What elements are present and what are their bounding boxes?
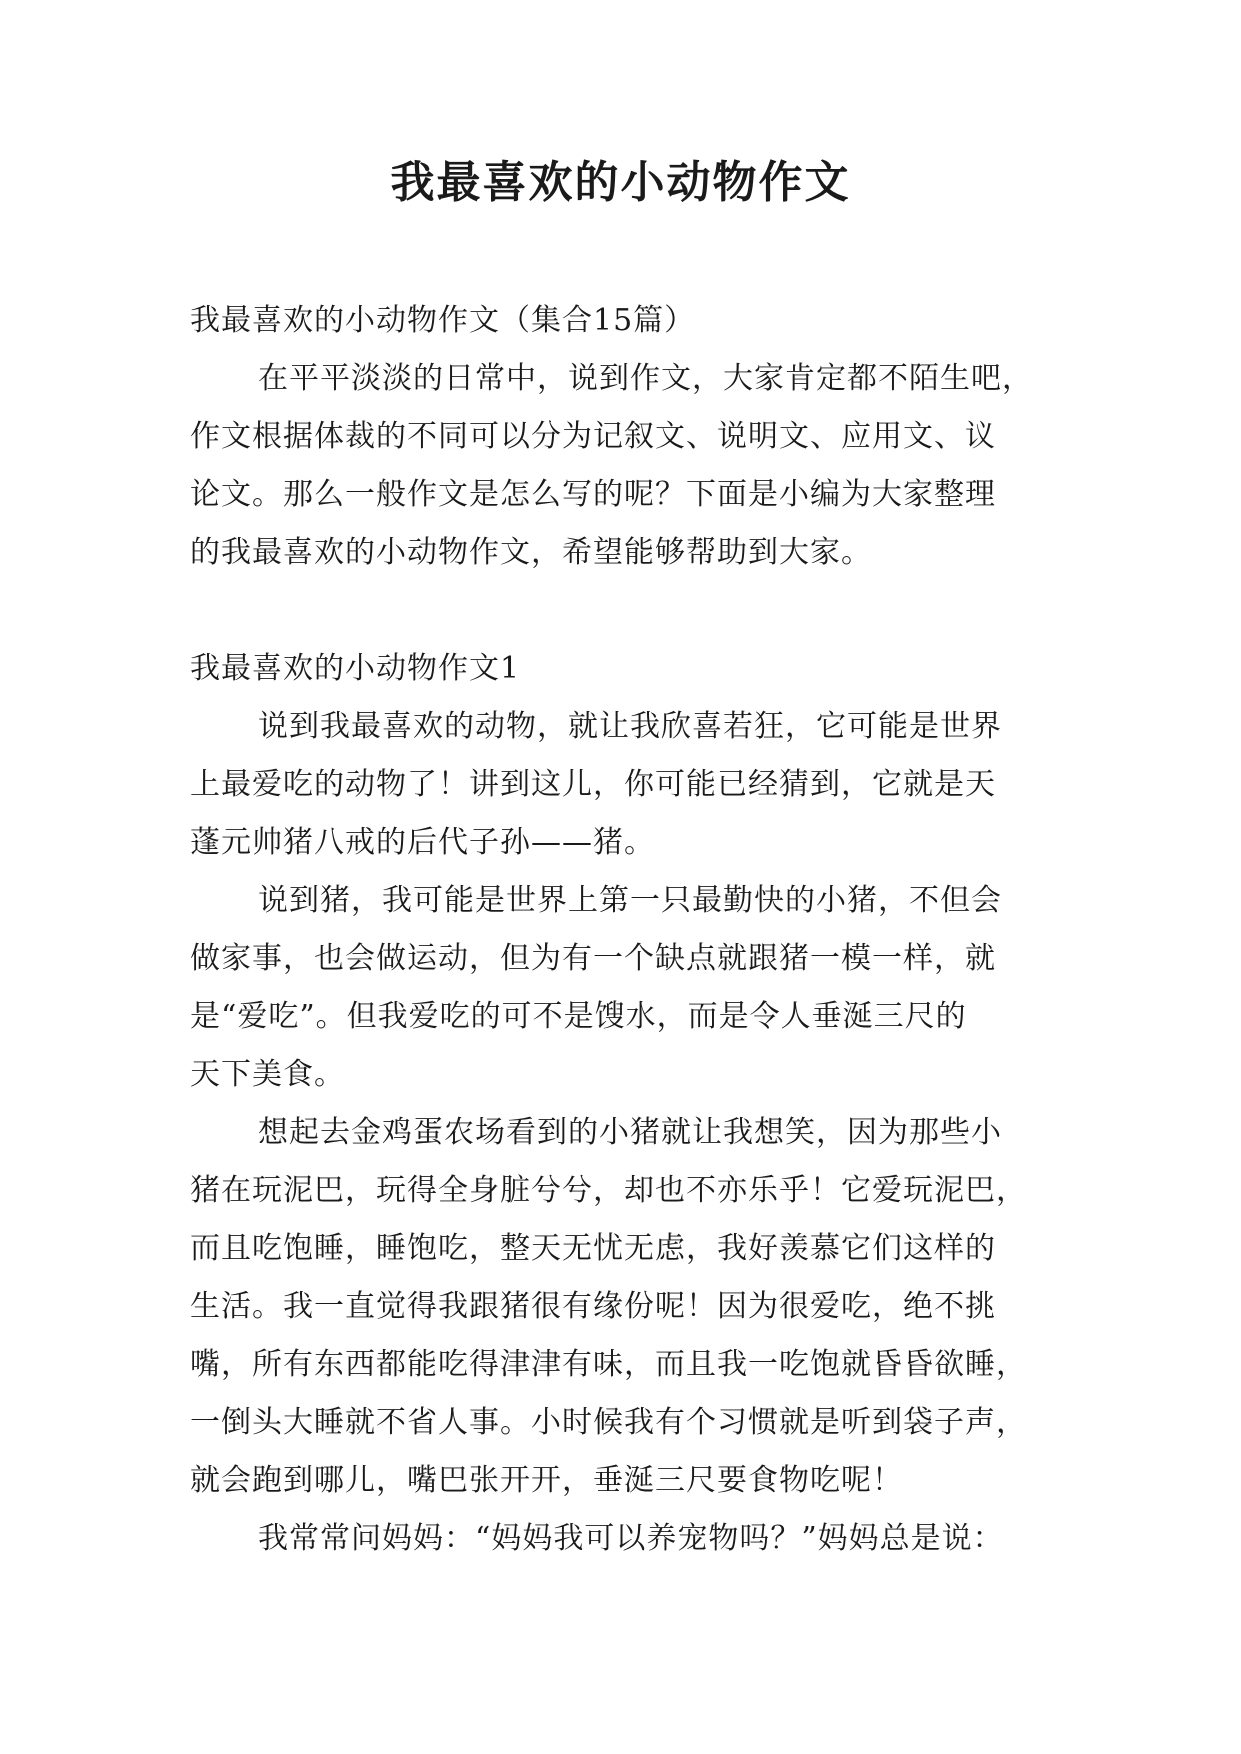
paragraph-line: 天下美食。 [190, 1057, 345, 1092]
intro-line: 论文。那么一般作文是怎么写的呢？下面是小编为大家整理 [190, 477, 996, 512]
intro-line: 作文根据体裁的不同可以分为记叙文、说明文、应用文、议 [190, 419, 996, 454]
paragraph-line: 做家事，也会做运动，但为有一个缺点就跟猪一模一样，就 [190, 941, 996, 976]
intro-line: 在平平淡淡的日常中，说到作文，大家肯定都不陌生吧， [258, 361, 1033, 396]
paragraph-line: 是“爱吃”。但我爱吃的可不是馊水，而是令人垂涎三尺的 [190, 999, 967, 1034]
paragraph [190, 872, 1050, 1104]
paragraph-line: 而且吃饱睡，睡饱吃，整天无忧无虑，我好羡慕它们这样的 [190, 1231, 996, 1266]
paragraph-line: 上最爱吃的动物了！讲到这儿，你可能已经猜到，它就是天 [190, 767, 996, 802]
intro-paragraph [190, 350, 1050, 582]
section-heading: 我最喜欢的小动物作文1 [190, 651, 521, 686]
paragraph [190, 1104, 1050, 1510]
paragraph [190, 698, 1050, 872]
paragraph-line: 一倒头大睡就不省人事。小时候我有个习惯就是听到袋子声， [190, 1405, 1027, 1440]
paragraph-line: 想起去金鸡蛋农场看到的小猪就让我想笑，因为那些小 [258, 1115, 1002, 1150]
paragraph-line: 就会跑到哪儿，嘴巴张开开，垂涎三尺要食物吃呢！ [190, 1463, 903, 1498]
paragraph-line: 我常常问妈妈：“妈妈我可以养宠物吗？”妈妈总是说： [258, 1521, 1004, 1556]
paragraph-line: 说到猪，我可能是世界上第一只最勤快的小猪，不但会 [258, 883, 1002, 918]
intro-line: 的我最喜欢的小动物作文，希望能够帮助到大家。 [190, 535, 872, 570]
paragraph-line: 嘴，所有东西都能吃得津津有味，而且我一吃饱就昏昏欲睡， [190, 1347, 1027, 1382]
paragraph-line: 说到我最喜欢的动物，就让我欣喜若狂，它可能是世界 [258, 709, 1002, 744]
paragraph-spacer [190, 582, 1050, 640]
paragraph-line: 蓬元帅猪八戒的后代子孙——猪。 [190, 825, 655, 860]
collection-subtitle: 我最喜欢的小动物作文（集合15篇） [190, 303, 696, 338]
document-title: 我最喜欢的小动物作文 [390, 157, 851, 208]
document-body [190, 292, 1050, 1568]
paragraph-line: 生活。我一直觉得我跟猪很有缘份呢！因为很爱吃，绝不挑 [190, 1289, 996, 1324]
paragraph-line: 猪在玩泥巴，玩得全身脏兮兮，却也不亦乐乎！它爱玩泥巴， [190, 1173, 1027, 1208]
paragraph [190, 1510, 1050, 1568]
